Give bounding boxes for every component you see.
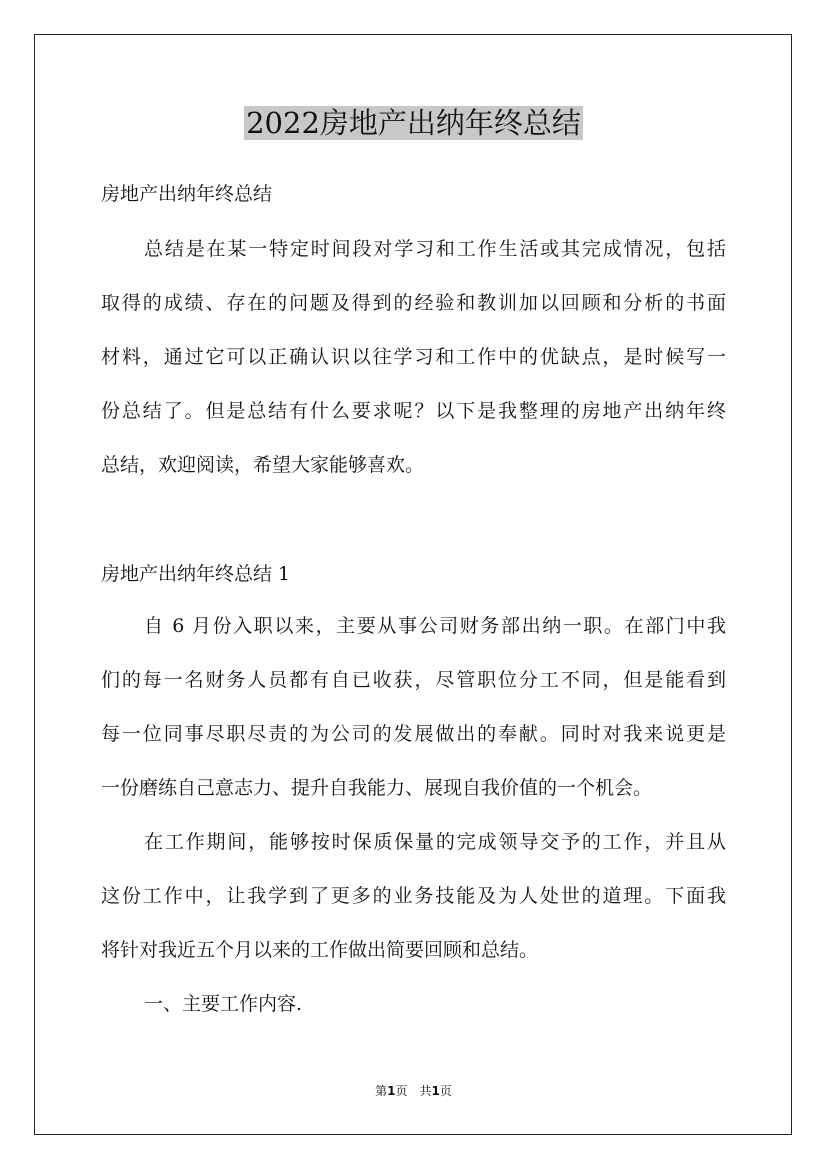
paragraph-1 bbox=[101, 599, 726, 815]
document-title bbox=[0, 102, 827, 144]
footer-mid: 页 共 bbox=[395, 1084, 432, 1098]
heading-line: 一、主要工作内容. bbox=[144, 993, 303, 1015]
page-footer bbox=[0, 1083, 827, 1099]
paragraph-line: 总结是在某一特定时间段对学习和工作生活或其完成情况，包括 bbox=[144, 238, 726, 260]
paragraph-line: 总结，欢迎阅读，希望大家能够喜欢。 bbox=[101, 454, 425, 476]
paragraph-line: 材料，通过它可以正确认识以往学习和工作中的优缺点，是时候写一 bbox=[101, 346, 726, 368]
paragraph-line: 份总结了。但是总结有什么要求呢？以下是我整理的房地产出纳年终 bbox=[101, 400, 726, 422]
paragraph-line: 们的每一名财务人员都有自已收获，尽管职位分工不同，但是能看到 bbox=[101, 669, 726, 691]
section-title: 房地产出纳年终总结 1 bbox=[101, 563, 291, 585]
footer-suffix: 页 bbox=[439, 1084, 452, 1098]
paragraph-line: 在工作期间，能够按时保质保量的完成领导交予的工作，并且从 bbox=[144, 831, 726, 853]
footer-prefix: 第 bbox=[375, 1084, 388, 1098]
paragraph-2 bbox=[101, 815, 726, 977]
paragraph-line: 这份工作中，让我学到了更多的业务技能及为人处世的道理。下面我 bbox=[101, 885, 726, 907]
paragraph-line: 自 6 月份入职以来，主要从事公司财务部出纳一职。在部门中我 bbox=[144, 615, 726, 637]
paragraph-line: 将针对我近五个月以来的工作做出简要回顾和总结。 bbox=[101, 939, 539, 961]
document-title-text: 2022房地产出纳年终总结 bbox=[246, 106, 581, 140]
paragraph-line: 一份磨练自己意志力、提升自我能力、展现自我价值的一个机会。 bbox=[101, 777, 653, 799]
footer-page-total: 1 bbox=[431, 1084, 440, 1098]
intro-paragraph bbox=[101, 222, 726, 492]
document-subtitle: 房地产出纳年终总结 bbox=[101, 183, 273, 205]
paragraph-line: 取得的成绩、存在的问题及得到的经验和教训加以回顾和分析的书面 bbox=[101, 292, 726, 314]
footer-page-current: 1 bbox=[387, 1084, 396, 1098]
paragraph-line: 每一位同事尽职尽责的为公司的发展做出的奉献。同时对我来说更是 bbox=[101, 723, 726, 745]
heading-1 bbox=[101, 977, 726, 1031]
